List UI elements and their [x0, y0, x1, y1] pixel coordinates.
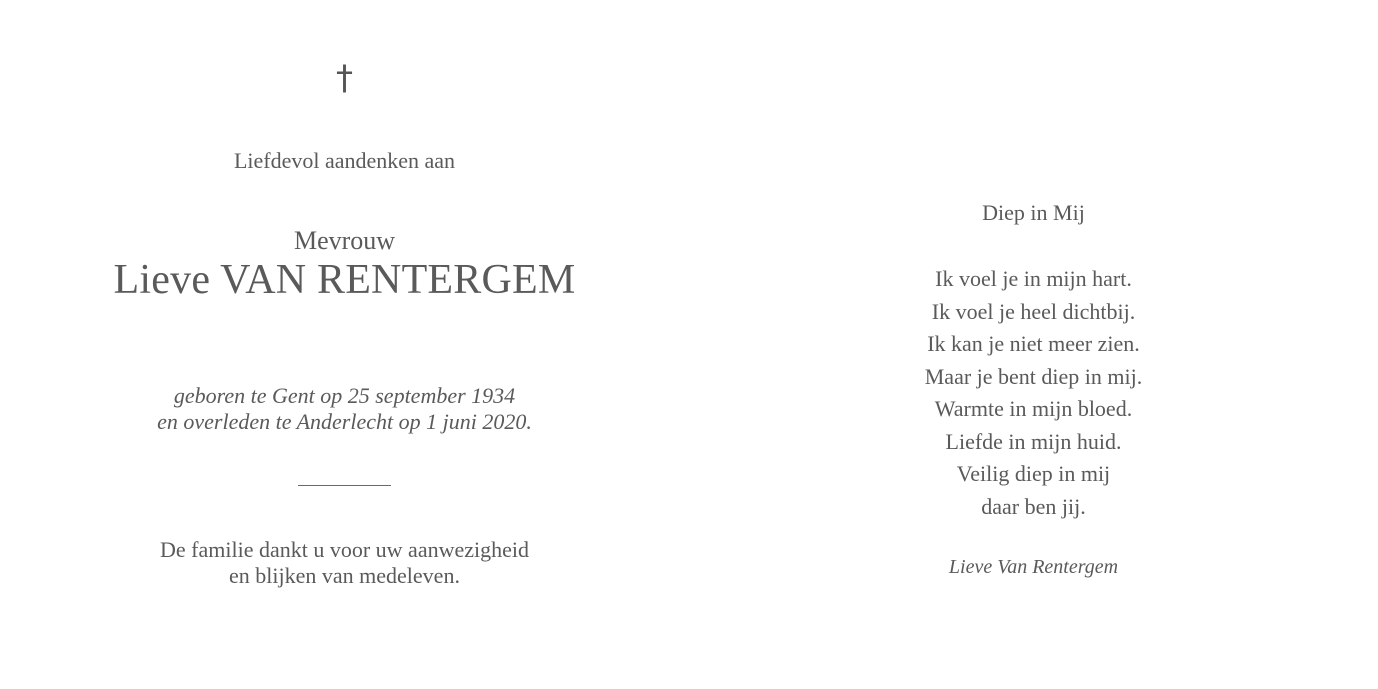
deceased-name: Lieve VAN RENTERGEM	[113, 257, 576, 303]
poem-line: Warmte in mijn bloed.	[934, 396, 1133, 421]
divider-line	[298, 485, 391, 486]
poem-body	[689, 263, 1378, 523]
birth-line: geboren te Gent op 25 september 1934	[173, 383, 516, 408]
poem-line: Maar je bent diep in mij.	[924, 363, 1143, 389]
thanks-line-2: en blijken van medeleven.	[229, 563, 460, 588]
poem-line: Ik voel je heel dichtbij.	[931, 298, 1136, 324]
thanks-line-1: De familie dankt u voor uw aanwezigheid	[160, 537, 529, 562]
life-dates	[0, 383, 689, 435]
poem-line: Veilig diep in mij	[956, 461, 1111, 486]
right-panel	[689, 0, 1378, 689]
poem-line: Ik voel je in mijn hart.	[935, 266, 1132, 291]
poem-line: daar ben jij.	[981, 493, 1086, 519]
poem-title: Diep in Mij	[982, 200, 1085, 225]
intro-text: Liefdevol aandenken aan	[233, 148, 456, 173]
poem-line: Ik kan je niet meer zien.	[927, 331, 1140, 356]
poem-line: Liefde in mijn huid.	[945, 428, 1122, 454]
thanks-text	[0, 537, 689, 589]
cross-icon: †	[336, 58, 353, 98]
honorific: Mevrouw	[293, 226, 396, 255]
poem-author: Lieve Van Rentergem	[948, 556, 1119, 578]
death-line: en overleden te Anderlecht op 1 juni 2020.	[157, 409, 532, 434]
